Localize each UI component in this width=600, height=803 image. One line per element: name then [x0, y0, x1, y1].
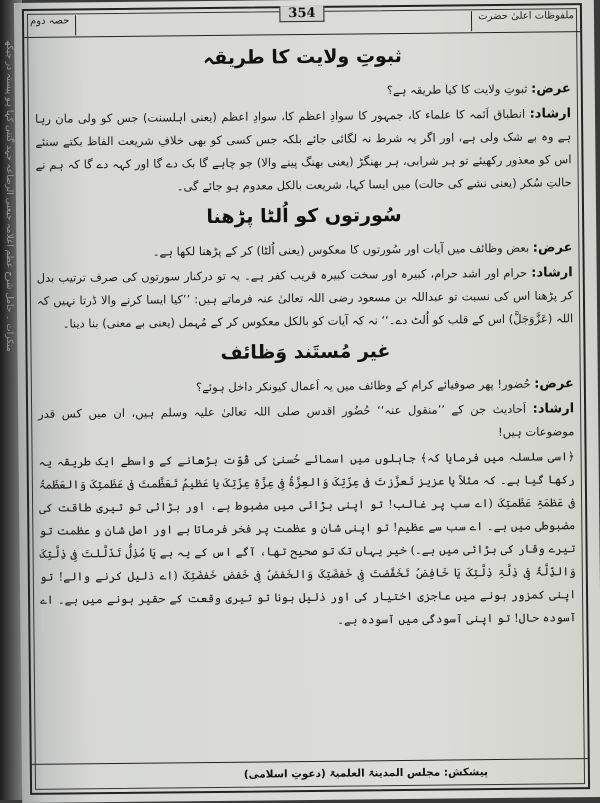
question-label: عرض:: [531, 81, 571, 97]
publisher-credit: پیشکش: مجلس المدینۃ العلمیۃ (دعوتِ اسلامی): [243, 766, 488, 781]
question-text: ثبوتِ ولایت کا کیا طریقہ ہے؟: [386, 81, 528, 98]
question-label: عرض:: [534, 376, 574, 392]
question-text: حُضور! پھر صوفیائے کرام کے وظائف میں یہ اَعمال کیونکر داخل ہوئے؟: [195, 376, 531, 395]
previous-page-edge-text: منکرات ۔ حامل شرح عظم اعلامہ جیعنی الرضاعہ جہد گنتی کہا ہو پیستہ در جیکھ: [4, 40, 14, 352]
body-paragraph: [39, 445, 577, 635]
page-frame: [22, 3, 590, 795]
section-title: غیر مُستَند وَظائف: [220, 340, 391, 364]
answer-paragraph: [38, 397, 574, 449]
answer-text: حرام اور اشد حرام، کبیرہ اور سخت کبیرہ قریب کفر ہے۔ یہ تو درکنار سورتوں کی صرف ترتیب بدل کر پڑھنا اس کی نسبت تو عبداللہ بن مسعود رضی اللہ تعالیٰ عنہ فرماتے ہیں: ’’کیا ایسا کرنے والا ڈرتا نہیں کہ اللہ (عَزَّوَجَلَّ) اس کے قلب کو اُلٹ دے۔‘‘ نہ کہ آیات کو بالکل معکوس کر کے مُہمل (یعنی بے معنی) بنا دینا۔: [36, 265, 574, 331]
answer-label: ارشاد:: [531, 265, 573, 281]
book-title: ملفوظات اعلیٰ حضرت: [471, 10, 574, 31]
page-content: [34, 35, 577, 759]
question-label: عرض:: [532, 240, 573, 256]
question-text: بعض وظائف میں آیات اور سُورتوں کا معکوس (یعنی اُلٹا) کر کے پڑھنا لکھا ہے۔: [152, 240, 530, 259]
book-page: [14, 0, 600, 803]
body-text: ﴿اسی سلسلہ میں فرمایا کہ﴾ جاہلوں میں اسمائے حُسنیٰ کی قُوّت بڑھانے کے واسطے ایک طریقہ یہ رکھا گیا ہے۔ کہ مثلاً یا عزیز تَعزَّزتَ فی عِزّتِکَ وَالعِزَّۃُ فِی عِزَّۃِ عِزّتِکَ یا عَظیمُ تَعَظَّمتَ فی عَظَمتِکَ وَالعَظَمۃُ فی عَظمَۃِ عَظَمتِکَ (اے سب پر غالب! تو اپنی بڑائی میں مضبوط ہے، اور بڑائی تو تیری طاقت کی مضبوطی میں ہے۔ اے سب سے عظیم! تو اپنی شان و عظمت پر فخر فرماتا ہے اور اصل شان و عظمت تو تیرے وقار کی بڑائی میں ہے۔) خیر یہاں تک تو صحیح تھا، آگے اس کے یہ ہے یَا مُذِلُّ تَذَلَّلتَ فِی ذِلَّتِکَ وَالذِّلَّۃُ فِی ذِلَّۃِ ذِلَّتِکَ یَا خَافِضُ تَخَفَّضتَ فِی خَفضَتِکَ وَالخَفضُ فِی خَفضِ خَفضَتِکَ (اے ذلیل کرنے والے! تو اپنی کمزور ہونے میں عاجزی اختیار کی اور ذلیل ہونا تو تیری وقعت کے حقیر ہونے میں ہے۔ اے آسودہ حال! تو اپنی آسودگی میں آسودہ ہے۔: [38, 449, 577, 627]
part-label: حصہ دوم: [30, 15, 77, 35]
answer-paragraph: [37, 261, 574, 336]
page-footer: [32, 758, 588, 793]
answer-label: ارشاد:: [529, 106, 572, 122]
answer-paragraph: [35, 102, 572, 200]
question-paragraph: [36, 236, 572, 265]
page-number: 354: [279, 6, 324, 22]
answer-text: انطباق اَئمہ کا علماء کا، جمہور کا سوادِ اعظم کا، سوادِ اعظم (یعنی اہلسنت) جس کو ولی مان رہا ہے وہ بے شک ولی ہے، اور اگر یہ شرط نہ لگائی جائے بلکہ جس کسی کو بھی خلافِ شریعت الفاظ بکتے سنئے اس کو معذور رکھیئے تو ہر شرابی، ہر بھنگڑ (یعنی بھنگ پینے والا) جو چاہے گا بک دے گا اور کہہ دے گا کہ ہم نے حالتِ سُکر (یعنی نشے کی حالت) میں ایسا کہا، شریعت بالکل معدوم ہو جائے گی۔: [34, 106, 572, 194]
question-paragraph: [35, 77, 571, 106]
answer-label: ارشاد:: [532, 401, 575, 417]
answer-text: اَحادیث جن کے ’’منقول عنہ‘‘ حُضُور اقدس صلی اللہ تعالیٰ علیہ وسلم ہیں، ان میں کس قدر موضوعات ہیں!: [38, 401, 575, 440]
section-title: سُورتوں کو اُلٹا پڑھنا: [206, 204, 402, 229]
section-title: ثبوتِ ولایت کا طریقہ: [202, 44, 402, 70]
question-paragraph: [38, 372, 574, 401]
